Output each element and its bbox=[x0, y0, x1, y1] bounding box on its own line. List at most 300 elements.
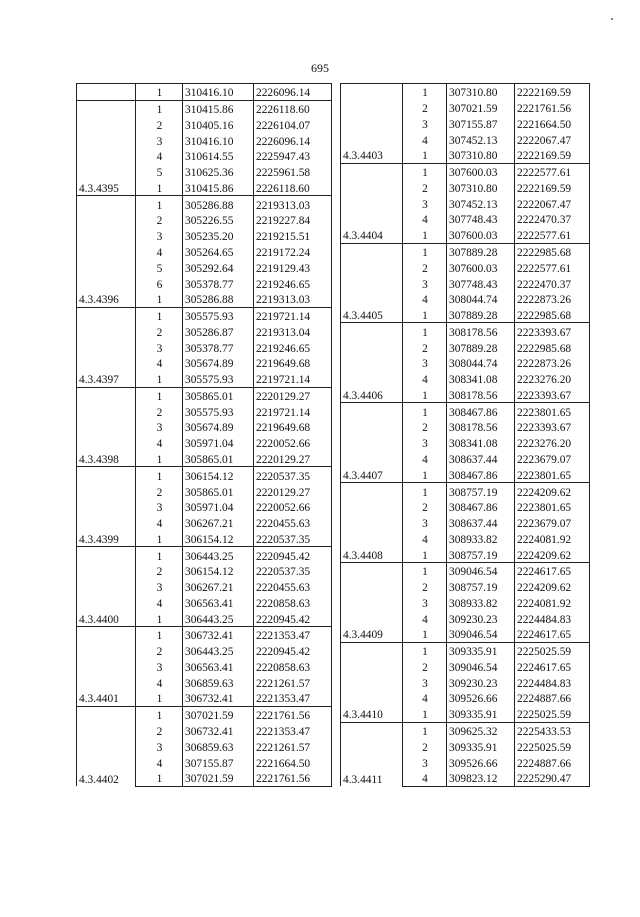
y-coordinate-cell: 2220052.66 bbox=[254, 435, 332, 451]
parcel-id-cell: 4.3.4406 bbox=[341, 323, 403, 403]
x-coordinate-cell: 310416.10 bbox=[183, 132, 254, 148]
y-coordinate-cell: 2219721.14 bbox=[254, 307, 332, 323]
point-number-cell: 4 bbox=[136, 754, 183, 770]
x-coordinate-cell: 305378.77 bbox=[183, 275, 254, 291]
point-number-cell: 3 bbox=[403, 595, 447, 611]
x-coordinate-cell: 305674.89 bbox=[183, 419, 254, 435]
y-coordinate-cell: 2225433.53 bbox=[515, 722, 590, 738]
y-coordinate-cell: 2220455.63 bbox=[254, 579, 332, 595]
point-number-cell: 1 bbox=[403, 562, 447, 578]
table-row bbox=[341, 562, 590, 578]
y-coordinate-cell: 2223801.65 bbox=[515, 466, 590, 482]
y-coordinate-cell: 2223393.67 bbox=[515, 419, 590, 435]
point-number-cell: 3 bbox=[403, 355, 447, 371]
x-coordinate-cell: 307310.80 bbox=[447, 147, 515, 163]
point-number-cell: 1 bbox=[136, 690, 183, 706]
point-number-cell: 2 bbox=[403, 339, 447, 355]
table-row bbox=[77, 84, 332, 101]
point-number-cell: 1 bbox=[136, 706, 183, 722]
y-coordinate-cell: 2221353.47 bbox=[254, 723, 332, 739]
y-coordinate-cell: 2220537.35 bbox=[254, 467, 332, 483]
y-coordinate-cell: 2219215.51 bbox=[254, 228, 332, 244]
y-coordinate-cell: 2219313.03 bbox=[254, 196, 332, 212]
x-coordinate-cell: 306443.25 bbox=[183, 610, 254, 626]
x-coordinate-cell: 309046.54 bbox=[447, 659, 515, 675]
x-coordinate-cell: 310415.86 bbox=[183, 180, 254, 196]
point-number-cell: 3 bbox=[403, 674, 447, 690]
x-coordinate-cell: 308044.74 bbox=[447, 355, 515, 371]
point-number-cell: 4 bbox=[403, 211, 447, 227]
point-number-cell: 1 bbox=[403, 706, 447, 722]
x-coordinate-cell: 305235.20 bbox=[183, 228, 254, 244]
point-number-cell: 2 bbox=[403, 419, 447, 435]
point-number-cell: 2 bbox=[403, 180, 447, 196]
y-coordinate-cell: 2219649.68 bbox=[254, 419, 332, 435]
table-row bbox=[341, 323, 590, 339]
point-number-cell: 1 bbox=[136, 467, 183, 483]
x-coordinate-cell: 308044.74 bbox=[447, 291, 515, 307]
parcel-id-cell: 4.3.4398 bbox=[77, 387, 136, 467]
point-number-cell: 1 bbox=[136, 371, 183, 387]
parcel-id-cell: 4.3.4405 bbox=[341, 243, 403, 323]
point-number-cell: 5 bbox=[136, 164, 183, 180]
point-number-cell: 1 bbox=[403, 626, 447, 642]
y-coordinate-cell: 2222470.37 bbox=[515, 211, 590, 227]
point-number-cell: 1 bbox=[403, 147, 447, 163]
y-coordinate-cell: 2222873.26 bbox=[515, 291, 590, 307]
y-coordinate-cell: 2224484.83 bbox=[515, 674, 590, 690]
y-coordinate-cell: 2220129.27 bbox=[254, 387, 332, 403]
y-coordinate-cell: 2220455.63 bbox=[254, 515, 332, 531]
point-number-cell: 4 bbox=[403, 451, 447, 467]
point-number-cell: 3 bbox=[403, 754, 447, 770]
point-number-cell: 3 bbox=[136, 579, 183, 595]
x-coordinate-cell: 306443.25 bbox=[183, 547, 254, 563]
y-coordinate-cell: 2222873.26 bbox=[515, 355, 590, 371]
point-number-cell: 3 bbox=[403, 515, 447, 531]
table-row bbox=[77, 627, 332, 643]
x-coordinate-cell: 308341.08 bbox=[447, 435, 515, 451]
x-coordinate-cell: 306154.12 bbox=[183, 563, 254, 579]
x-coordinate-cell: 306732.41 bbox=[183, 627, 254, 643]
y-coordinate-cell: 2226104.07 bbox=[254, 117, 332, 133]
x-coordinate-cell: 305865.01 bbox=[183, 387, 254, 403]
y-coordinate-cell: 2219129.43 bbox=[254, 259, 332, 275]
point-number-cell: 1 bbox=[403, 642, 447, 658]
x-coordinate-cell: 305971.04 bbox=[183, 499, 254, 515]
x-coordinate-cell: 307889.28 bbox=[447, 339, 515, 355]
parcel-id-cell: 4.3.4397 bbox=[77, 307, 136, 387]
y-coordinate-cell: 2225961.58 bbox=[254, 164, 332, 180]
x-coordinate-cell: 307452.13 bbox=[447, 131, 515, 147]
y-coordinate-cell: 2221761.56 bbox=[254, 770, 332, 786]
y-coordinate-cell: 2224887.66 bbox=[515, 690, 590, 706]
x-coordinate-cell: 308757.19 bbox=[447, 483, 515, 499]
point-number-cell: 1 bbox=[403, 243, 447, 259]
y-coordinate-cell: 2224484.83 bbox=[515, 610, 590, 626]
x-coordinate-cell: 308757.19 bbox=[447, 546, 515, 562]
x-coordinate-cell: 306563.41 bbox=[183, 595, 254, 611]
x-coordinate-cell: 305865.01 bbox=[183, 451, 254, 467]
point-number-cell: 2 bbox=[403, 100, 447, 116]
point-number-cell: 1 bbox=[136, 291, 183, 307]
y-coordinate-cell: 2220129.27 bbox=[254, 451, 332, 467]
point-number-cell: 2 bbox=[136, 643, 183, 659]
point-number-cell: 4 bbox=[136, 674, 183, 690]
x-coordinate-cell: 305575.93 bbox=[183, 371, 254, 387]
point-number-cell: 3 bbox=[403, 435, 447, 451]
table-row bbox=[341, 163, 590, 179]
parcel-id-cell: 4.3.4404 bbox=[341, 163, 403, 243]
y-coordinate-cell: 2225025.59 bbox=[515, 642, 590, 658]
x-coordinate-cell: 306443.25 bbox=[183, 643, 254, 659]
y-coordinate-cell: 2223679.07 bbox=[515, 515, 590, 531]
parcel-id-cell: 4.3.4403 bbox=[341, 84, 403, 164]
table-row bbox=[341, 483, 590, 499]
table-row bbox=[77, 387, 332, 403]
x-coordinate-cell: 308467.86 bbox=[447, 403, 515, 419]
y-coordinate-cell: 2219313.03 bbox=[254, 291, 332, 307]
point-number-cell: 2 bbox=[136, 323, 183, 339]
x-coordinate-cell: 307021.59 bbox=[183, 706, 254, 722]
x-coordinate-cell: 308637.44 bbox=[447, 515, 515, 531]
x-coordinate-cell: 309230.23 bbox=[447, 674, 515, 690]
table-row bbox=[77, 100, 332, 116]
x-coordinate-cell: 308467.86 bbox=[447, 499, 515, 515]
x-coordinate-cell: 309335.91 bbox=[447, 738, 515, 754]
y-coordinate-cell: 2221664.50 bbox=[254, 754, 332, 770]
x-coordinate-cell: 309046.54 bbox=[447, 626, 515, 642]
y-coordinate-cell: 2220858.63 bbox=[254, 595, 332, 611]
x-coordinate-cell: 308467.86 bbox=[447, 466, 515, 482]
point-number-cell: 4 bbox=[136, 515, 183, 531]
point-number-cell: 4 bbox=[403, 770, 447, 786]
y-coordinate-cell: 2223393.67 bbox=[515, 387, 590, 403]
x-coordinate-cell: 305575.93 bbox=[183, 307, 254, 323]
y-coordinate-cell: 2219721.14 bbox=[254, 403, 332, 419]
y-coordinate-cell: 2225025.59 bbox=[515, 706, 590, 722]
y-coordinate-cell: 2221353.47 bbox=[254, 690, 332, 706]
point-number-cell: 2 bbox=[403, 579, 447, 595]
point-number-cell: 4 bbox=[403, 610, 447, 626]
y-coordinate-cell: 2226096.14 bbox=[254, 84, 332, 101]
point-number-cell: 4 bbox=[136, 595, 183, 611]
y-coordinate-cell: 2221353.47 bbox=[254, 627, 332, 643]
point-number-cell: 1 bbox=[136, 610, 183, 626]
point-number-cell: 1 bbox=[403, 403, 447, 419]
x-coordinate-cell: 307748.43 bbox=[447, 275, 515, 291]
x-coordinate-cell: 307889.28 bbox=[447, 307, 515, 323]
x-coordinate-cell: 308933.82 bbox=[447, 595, 515, 611]
point-number-cell: 1 bbox=[136, 307, 183, 323]
y-coordinate-cell: 2223276.20 bbox=[515, 371, 590, 387]
y-coordinate-cell: 2224209.62 bbox=[515, 483, 590, 499]
point-number-cell: 3 bbox=[403, 116, 447, 132]
y-coordinate-cell: 2224209.62 bbox=[515, 546, 590, 562]
point-number-cell: 1 bbox=[403, 227, 447, 243]
x-coordinate-cell: 309335.91 bbox=[447, 642, 515, 658]
y-coordinate-cell: 2223801.65 bbox=[515, 499, 590, 515]
point-number-cell: 6 bbox=[136, 275, 183, 291]
x-coordinate-cell: 307155.87 bbox=[447, 116, 515, 132]
point-number-cell: 4 bbox=[403, 131, 447, 147]
y-coordinate-cell: 2224081.92 bbox=[515, 530, 590, 546]
table-row bbox=[341, 722, 590, 738]
y-coordinate-cell: 2222067.47 bbox=[515, 131, 590, 147]
x-coordinate-cell: 306859.63 bbox=[183, 738, 254, 754]
x-coordinate-cell: 306267.21 bbox=[183, 579, 254, 595]
point-number-cell: 1 bbox=[136, 84, 183, 101]
y-coordinate-cell: 2225947.43 bbox=[254, 148, 332, 164]
y-coordinate-cell: 2221761.56 bbox=[515, 100, 590, 116]
point-number-cell: 4 bbox=[136, 244, 183, 260]
y-coordinate-cell: 2225290.47 bbox=[515, 770, 590, 786]
point-number-cell: 1 bbox=[136, 770, 183, 786]
x-coordinate-cell: 305286.88 bbox=[183, 196, 254, 212]
x-coordinate-cell: 310405.16 bbox=[183, 117, 254, 133]
x-coordinate-cell: 305674.89 bbox=[183, 355, 254, 371]
y-coordinate-cell: 2222985.68 bbox=[515, 307, 590, 323]
x-coordinate-cell: 307310.80 bbox=[447, 180, 515, 196]
coordinate-table-right bbox=[340, 83, 590, 787]
y-coordinate-cell: 2225025.59 bbox=[515, 738, 590, 754]
x-coordinate-cell: 307600.03 bbox=[447, 227, 515, 243]
y-coordinate-cell: 2223393.67 bbox=[515, 323, 590, 339]
point-number-cell: 2 bbox=[403, 259, 447, 275]
point-number-cell: 3 bbox=[136, 339, 183, 355]
point-number-cell: 1 bbox=[403, 466, 447, 482]
x-coordinate-cell: 307748.43 bbox=[447, 211, 515, 227]
table-row bbox=[341, 243, 590, 259]
table-row bbox=[341, 403, 590, 419]
point-number-cell: 1 bbox=[403, 722, 447, 738]
y-coordinate-cell: 2219227.84 bbox=[254, 212, 332, 228]
x-coordinate-cell: 308178.56 bbox=[447, 419, 515, 435]
parcel-id-cell: 4.3.4395 bbox=[77, 100, 136, 196]
x-coordinate-cell: 309526.66 bbox=[447, 690, 515, 706]
point-number-cell: 2 bbox=[136, 117, 183, 133]
y-coordinate-cell: 2222577.61 bbox=[515, 227, 590, 243]
x-coordinate-cell: 307310.80 bbox=[447, 84, 515, 100]
point-number-cell: 1 bbox=[136, 100, 183, 116]
x-coordinate-cell: 307600.03 bbox=[447, 259, 515, 275]
y-coordinate-cell: 2219246.65 bbox=[254, 339, 332, 355]
point-number-cell: 1 bbox=[136, 451, 183, 467]
x-coordinate-cell: 306154.12 bbox=[183, 530, 254, 546]
x-coordinate-cell: 308178.56 bbox=[447, 387, 515, 403]
parcel-id-cell: 4.3.4400 bbox=[77, 547, 136, 627]
x-coordinate-cell: 305971.04 bbox=[183, 435, 254, 451]
page-number: 695 bbox=[311, 61, 329, 75]
point-number-cell: 2 bbox=[403, 499, 447, 515]
point-number-cell: 5 bbox=[136, 259, 183, 275]
point-number-cell: 3 bbox=[136, 132, 183, 148]
parcel-id-cell: 4.3.4408 bbox=[341, 483, 403, 563]
table-row bbox=[341, 642, 590, 658]
point-number-cell: 4 bbox=[136, 435, 183, 451]
table-row bbox=[77, 547, 332, 563]
y-coordinate-cell: 2226118.60 bbox=[254, 100, 332, 116]
point-number-cell: 1 bbox=[403, 546, 447, 562]
point-number-cell: 1 bbox=[136, 627, 183, 643]
point-number-cell: 2 bbox=[136, 212, 183, 228]
y-coordinate-cell: 2220052.66 bbox=[254, 499, 332, 515]
y-coordinate-cell: 2220858.63 bbox=[254, 659, 332, 675]
y-coordinate-cell: 2221761.56 bbox=[254, 706, 332, 722]
table-row bbox=[77, 706, 332, 722]
point-number-cell: 2 bbox=[403, 659, 447, 675]
y-coordinate-cell: 2224617.65 bbox=[515, 562, 590, 578]
point-number-cell: 3 bbox=[403, 275, 447, 291]
x-coordinate-cell: 305378.77 bbox=[183, 339, 254, 355]
x-coordinate-cell: 307600.03 bbox=[447, 163, 515, 179]
x-coordinate-cell: 310614.55 bbox=[183, 148, 254, 164]
x-coordinate-cell: 306154.12 bbox=[183, 467, 254, 483]
point-number-cell: 3 bbox=[136, 419, 183, 435]
y-coordinate-cell: 2219721.14 bbox=[254, 371, 332, 387]
x-coordinate-cell: 308757.19 bbox=[447, 579, 515, 595]
y-coordinate-cell: 2222169.59 bbox=[515, 180, 590, 196]
x-coordinate-cell: 305264.65 bbox=[183, 244, 254, 260]
y-coordinate-cell: 2222169.59 bbox=[515, 84, 590, 100]
x-coordinate-cell: 308178.56 bbox=[447, 323, 515, 339]
x-coordinate-cell: 305286.88 bbox=[183, 291, 254, 307]
y-coordinate-cell: 2226118.60 bbox=[254, 180, 332, 196]
y-coordinate-cell: 2224617.65 bbox=[515, 626, 590, 642]
y-coordinate-cell: 2220129.27 bbox=[254, 483, 332, 499]
y-coordinate-cell: 2222577.61 bbox=[515, 163, 590, 179]
y-coordinate-cell: 2220945.42 bbox=[254, 547, 332, 563]
x-coordinate-cell: 307021.59 bbox=[183, 770, 254, 786]
y-coordinate-cell: 2224887.66 bbox=[515, 754, 590, 770]
point-number-cell: 2 bbox=[136, 723, 183, 739]
y-coordinate-cell: 2220945.42 bbox=[254, 643, 332, 659]
x-coordinate-cell: 310625.36 bbox=[183, 164, 254, 180]
x-coordinate-cell: 305865.01 bbox=[183, 483, 254, 499]
y-coordinate-cell: 2220945.42 bbox=[254, 610, 332, 626]
y-coordinate-cell: 2222985.68 bbox=[515, 243, 590, 259]
point-number-cell: 4 bbox=[403, 690, 447, 706]
point-number-cell: 3 bbox=[136, 228, 183, 244]
x-coordinate-cell: 309335.91 bbox=[447, 706, 515, 722]
x-coordinate-cell: 309230.23 bbox=[447, 610, 515, 626]
point-number-cell: 4 bbox=[136, 148, 183, 164]
y-coordinate-cell: 2222470.37 bbox=[515, 275, 590, 291]
y-coordinate-cell: 2223276.20 bbox=[515, 435, 590, 451]
table-row bbox=[77, 196, 332, 212]
x-coordinate-cell: 305575.93 bbox=[183, 403, 254, 419]
point-number-cell: 1 bbox=[136, 196, 183, 212]
x-coordinate-cell: 306859.63 bbox=[183, 674, 254, 690]
x-coordinate-cell: 310416.10 bbox=[183, 84, 254, 101]
table-row bbox=[341, 84, 590, 100]
point-number-cell: 1 bbox=[136, 387, 183, 403]
point-number-cell: 3 bbox=[136, 659, 183, 675]
parcel-id-cell: 4.3.4402 bbox=[77, 706, 136, 786]
y-coordinate-cell: 2219649.68 bbox=[254, 355, 332, 371]
y-coordinate-cell: 2224081.92 bbox=[515, 595, 590, 611]
x-coordinate-cell: 305292.64 bbox=[183, 259, 254, 275]
y-coordinate-cell: 2221664.50 bbox=[515, 116, 590, 132]
point-number-cell: 1 bbox=[403, 483, 447, 499]
coordinate-table-left bbox=[76, 83, 332, 787]
y-coordinate-cell: 2220537.35 bbox=[254, 563, 332, 579]
y-coordinate-cell: 2222169.59 bbox=[515, 147, 590, 163]
x-coordinate-cell: 309526.66 bbox=[447, 754, 515, 770]
point-number-cell: 2 bbox=[136, 403, 183, 419]
x-coordinate-cell: 310415.86 bbox=[183, 100, 254, 116]
point-number-cell: 1 bbox=[403, 163, 447, 179]
y-coordinate-cell: 2222577.61 bbox=[515, 259, 590, 275]
point-number-cell: 1 bbox=[136, 180, 183, 196]
x-coordinate-cell: 307889.28 bbox=[447, 243, 515, 259]
x-coordinate-cell: 307155.87 bbox=[183, 754, 254, 770]
parcel-id-cell bbox=[77, 84, 136, 101]
x-coordinate-cell: 308933.82 bbox=[447, 530, 515, 546]
point-number-cell: 1 bbox=[403, 84, 447, 100]
point-number-cell: 2 bbox=[136, 483, 183, 499]
point-number-cell: 1 bbox=[136, 547, 183, 563]
y-coordinate-cell: 2224617.65 bbox=[515, 659, 590, 675]
table-row bbox=[77, 307, 332, 323]
parcel-id-cell: 4.3.4399 bbox=[77, 467, 136, 547]
x-coordinate-cell: 307452.13 bbox=[447, 195, 515, 211]
y-coordinate-cell: 2226096.14 bbox=[254, 132, 332, 148]
point-number-cell: 2 bbox=[136, 563, 183, 579]
parcel-id-cell: 4.3.4407 bbox=[341, 403, 403, 483]
x-coordinate-cell: 306732.41 bbox=[183, 690, 254, 706]
x-coordinate-cell: 305286.87 bbox=[183, 323, 254, 339]
x-coordinate-cell: 306732.41 bbox=[183, 723, 254, 739]
point-number-cell: 1 bbox=[136, 530, 183, 546]
point-number-cell: 1 bbox=[403, 387, 447, 403]
point-number-cell: 3 bbox=[136, 738, 183, 754]
parcel-id-cell: 4.3.4411 bbox=[341, 722, 403, 786]
y-coordinate-cell: 2223679.07 bbox=[515, 451, 590, 467]
x-coordinate-cell: 306563.41 bbox=[183, 659, 254, 675]
point-number-cell: 3 bbox=[136, 499, 183, 515]
parcel-id-cell: 4.3.4409 bbox=[341, 562, 403, 642]
parcel-id-cell: 4.3.4401 bbox=[77, 627, 136, 707]
point-number-cell: 4 bbox=[403, 530, 447, 546]
point-number-cell: 4 bbox=[403, 291, 447, 307]
table-row bbox=[77, 467, 332, 483]
y-coordinate-cell: 2224209.62 bbox=[515, 579, 590, 595]
scan-speck bbox=[611, 18, 613, 20]
point-number-cell: 3 bbox=[403, 195, 447, 211]
y-coordinate-cell: 2221261.57 bbox=[254, 738, 332, 754]
x-coordinate-cell: 308341.08 bbox=[447, 371, 515, 387]
point-number-cell: 1 bbox=[403, 323, 447, 339]
y-coordinate-cell: 2222067.47 bbox=[515, 195, 590, 211]
x-coordinate-cell: 306267.21 bbox=[183, 515, 254, 531]
point-number-cell: 4 bbox=[403, 371, 447, 387]
x-coordinate-cell: 307021.59 bbox=[447, 100, 515, 116]
x-coordinate-cell: 309823.12 bbox=[447, 770, 515, 786]
point-number-cell: 2 bbox=[403, 738, 447, 754]
point-number-cell: 4 bbox=[136, 355, 183, 371]
y-coordinate-cell: 2219313.04 bbox=[254, 323, 332, 339]
y-coordinate-cell: 2219246.65 bbox=[254, 275, 332, 291]
x-coordinate-cell: 309046.54 bbox=[447, 562, 515, 578]
y-coordinate-cell: 2220537.35 bbox=[254, 530, 332, 546]
y-coordinate-cell: 2221261.57 bbox=[254, 674, 332, 690]
y-coordinate-cell: 2219172.24 bbox=[254, 244, 332, 260]
x-coordinate-cell: 308637.44 bbox=[447, 451, 515, 467]
y-coordinate-cell: 2222985.68 bbox=[515, 339, 590, 355]
parcel-id-cell: 4.3.4396 bbox=[77, 196, 136, 307]
x-coordinate-cell: 309625.32 bbox=[447, 722, 515, 738]
